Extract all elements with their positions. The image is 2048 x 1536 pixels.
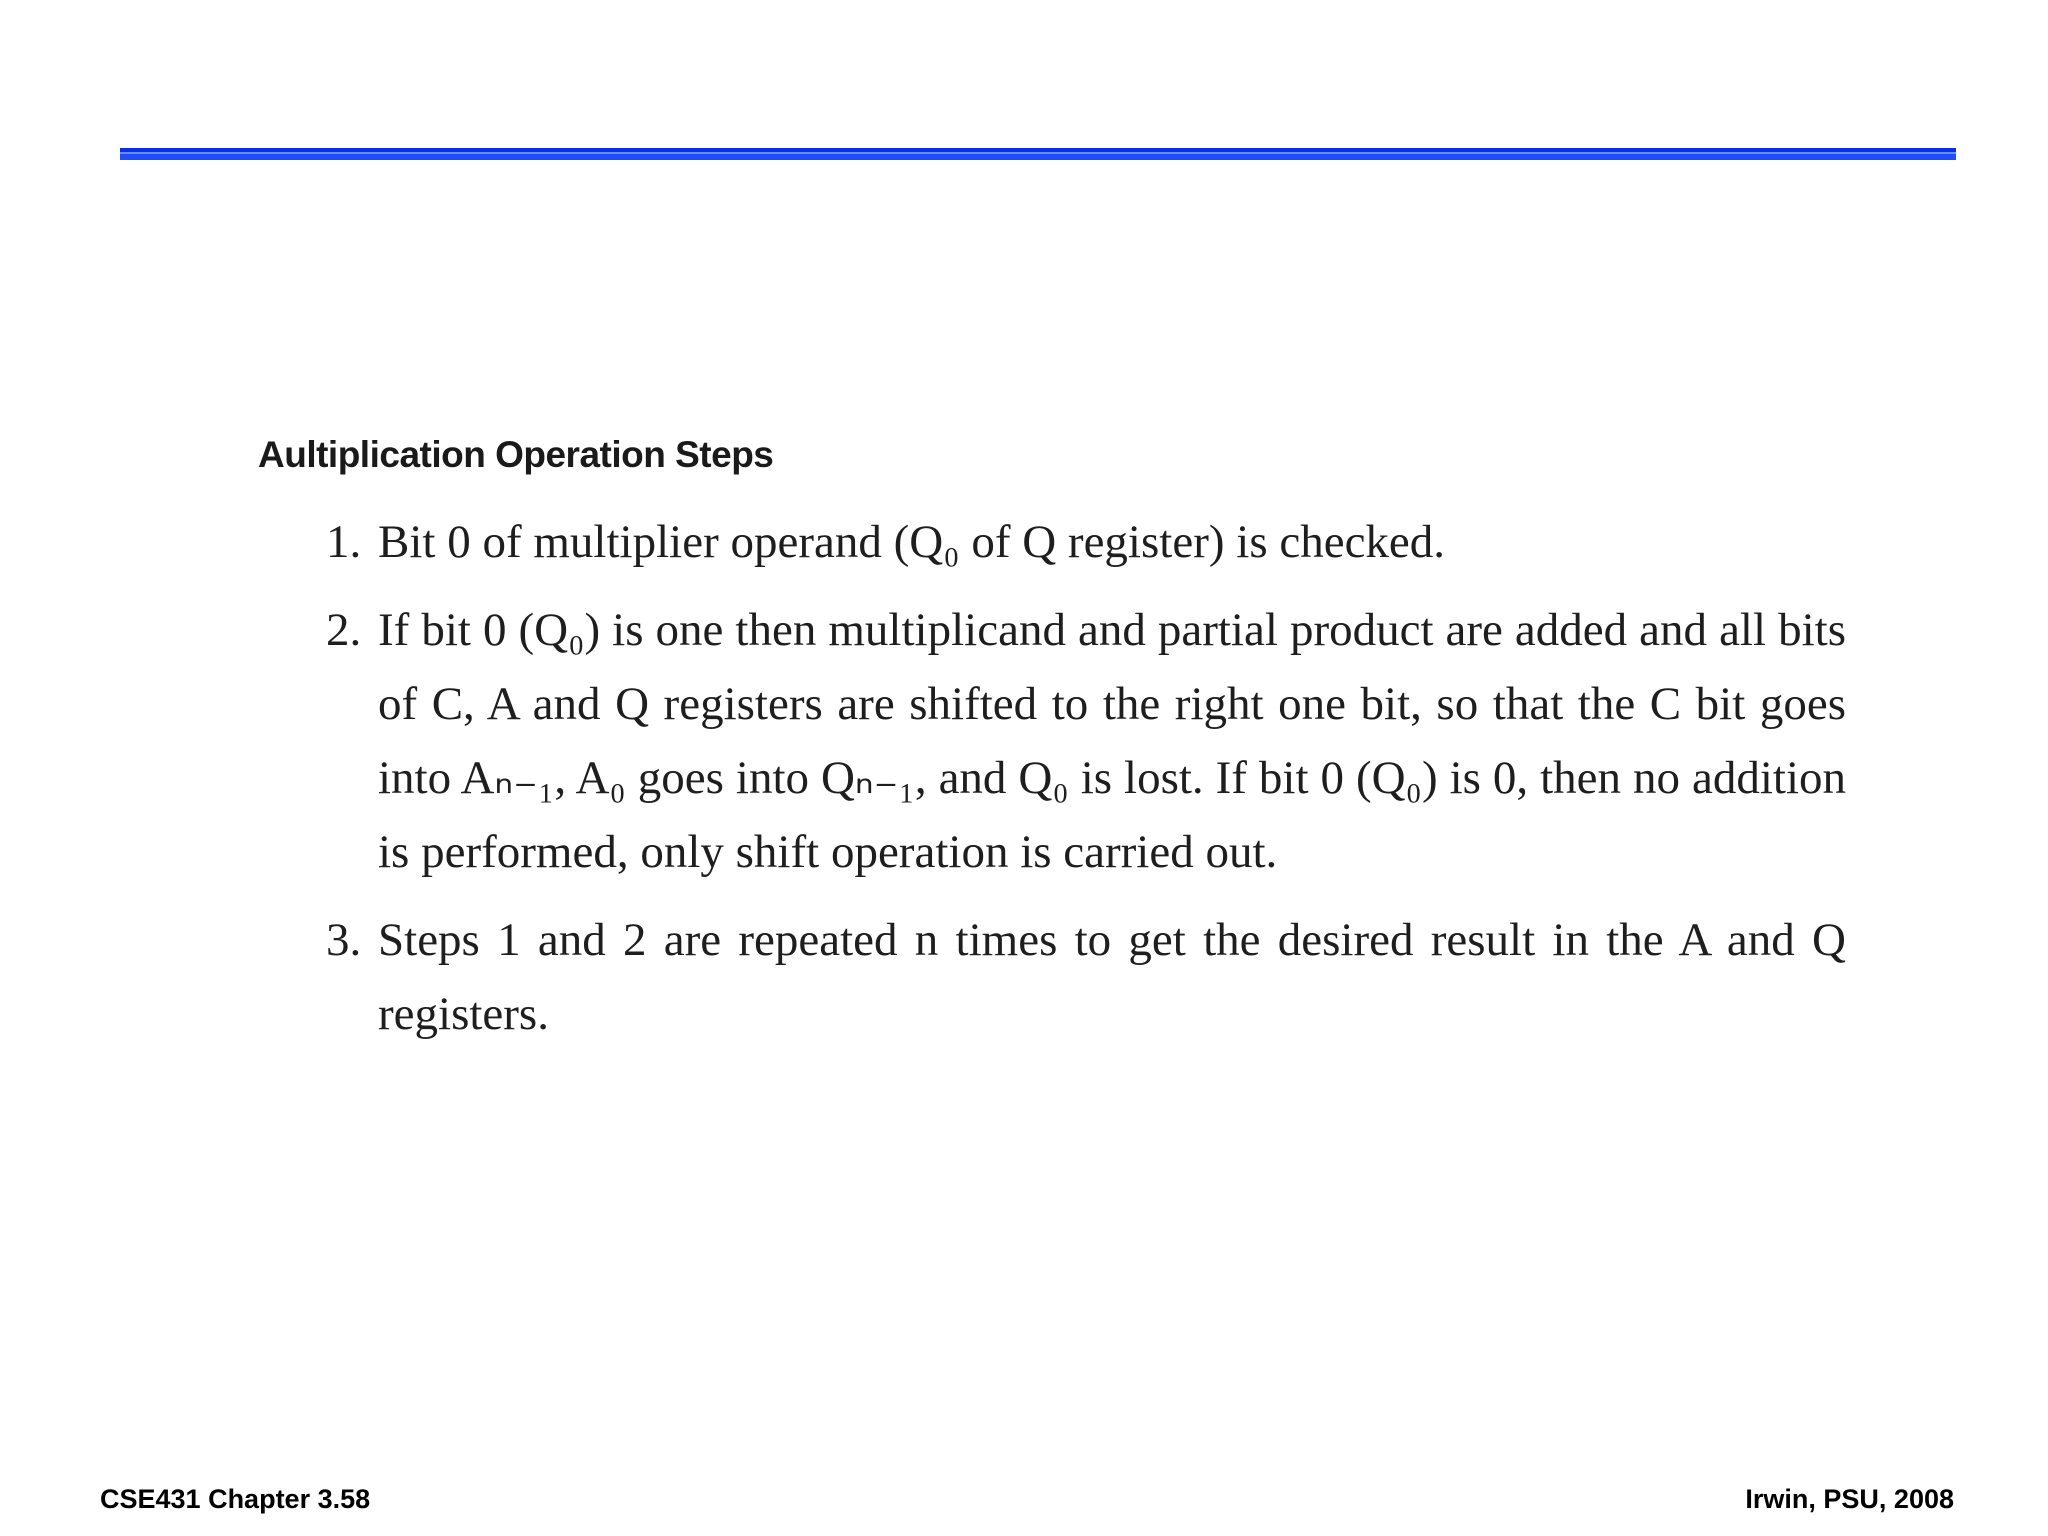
step-text: If bit 0 (Q₀) is one then multiplicand and partial product are added and all bits of C, A and Q registers are shifted to the right one bit, so that the C bit goes into Aₙ₋₁, A₀ goes into Qₙ₋₁, and Q₀ is lost. If bit 0 (Q₀) is 0, then no addition is performed, only shift operation is carried out. (378, 604, 1846, 878)
step-text: Bit 0 of multiplier operand (Q₀ of Q register) is checked. (378, 516, 1446, 568)
footer-course-label: CSE431 Chapter 3.58 (100, 1484, 371, 1514)
step-number: 2. (326, 604, 362, 656)
step-item (326, 505, 1846, 579)
slide-heading: Aultiplication Operation Steps (258, 434, 774, 475)
step-item (326, 593, 1846, 889)
footer-author-label: Irwin, PSU, 2008 (1745, 1484, 1954, 1514)
step-number: 1. (326, 516, 362, 568)
step-number: 3. (326, 914, 362, 966)
steps-list (326, 505, 1846, 1065)
step-text: Steps 1 and 2 are repeated n times to get the desired result in the A and Q registers. (378, 914, 1846, 1040)
step-item (326, 903, 1846, 1051)
